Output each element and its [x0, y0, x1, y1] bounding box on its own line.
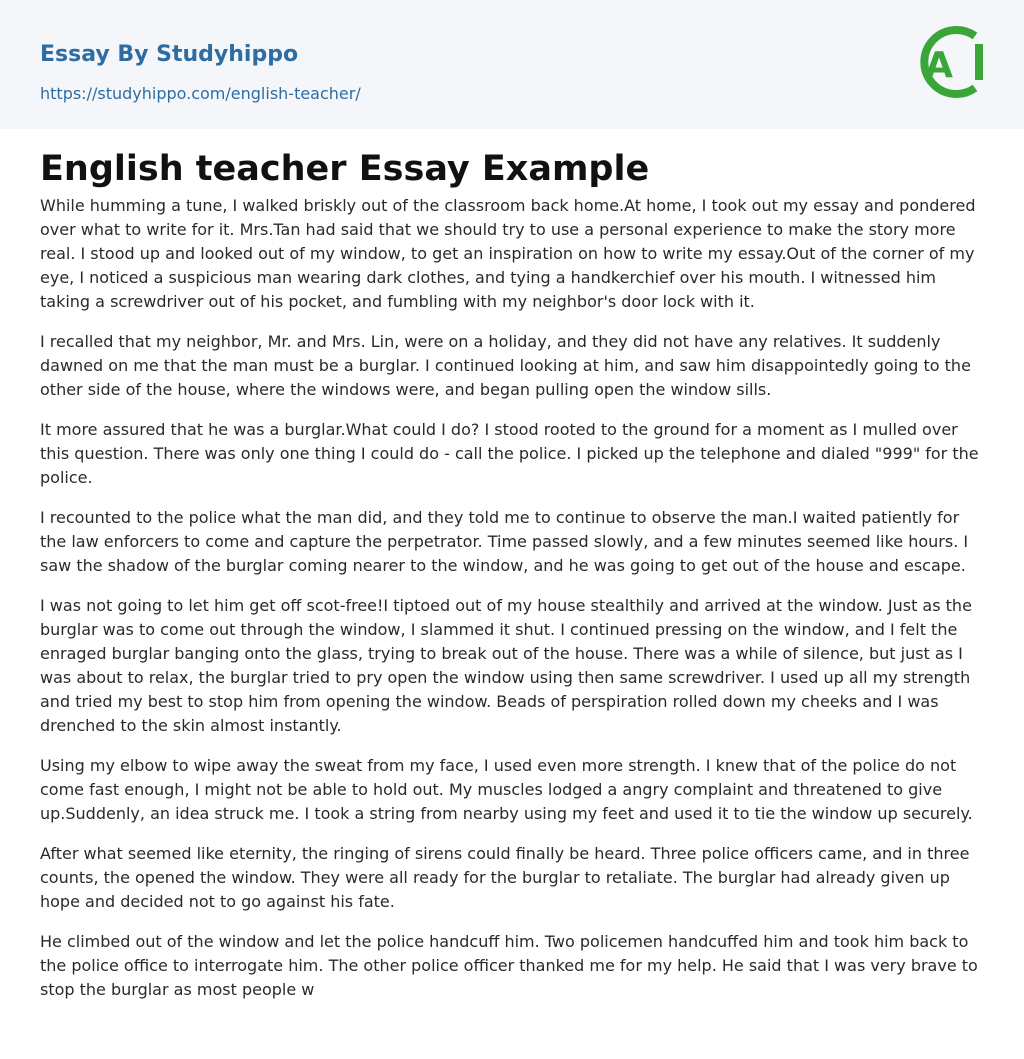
- studyhippo-logo-icon[interactable]: [913, 20, 985, 104]
- essay-paragraph: It more assured that he was a burglar.What could I do? I stood rooted to the ground for a moment as I mulled over this question. There was only one thing I could do - call the police. I picked up the telephone and dialed "999" for the police.: [40, 420, 979, 487]
- essay-paragraph: I recounted to the police what the man did, and they told me to continue to observe the man.I waited patiently for the law enforcers to come and capture the perpetrator. Time passed slowly, and a few minutes seemed like hours. I saw the shadow of the burglar coming nearer to the window, and he was going to get out of the house and escape.: [40, 508, 969, 575]
- page-url-link[interactable]: https://studyhippo.com/english-teacher/: [40, 84, 361, 103]
- essay-paragraph: After what seemed like eternity, the ringing of sirens could finally be heard. Three police officers came, and in three counts, the opened the window. They were all ready for the burglar to retaliate. The burglar had already given up hope and decided not to go against his fate.: [40, 844, 970, 911]
- brand-title[interactable]: Essay By Studyhippo: [40, 42, 299, 67]
- essay-paragraph: I was not going to let him get off scot-free!I tiptoed out of my house stealthily and arrived at the window. Just as the burglar was to come out through the window, I slammed it shut. I continued pressing on the window, and I felt the enraged burglar banging onto the glass, trying to break out of the house. There was a while of silence, but just as I was about to relax, the burglar tried to pry open the window using then same screwdriver. I used up all my strength and tried my best to stop him from opening the window. Beads of perspiration rolled down my cheeks and I was drenched to the skin almost instantly.: [40, 596, 972, 735]
- essay-paragraph: I recalled that my neighbor, Mr. and Mrs. Lin, were on a holiday, and they did not have any relatives. It suddenly dawned on me that the man must be a burglar. I continued looking at him, and saw him disappointedly going to the other side of the house, where the windows were, and began pulling open the window sills.: [40, 332, 971, 399]
- logo-letter: A: [925, 45, 953, 86]
- essay-paragraph: He climbed out of the window and let the police handcuff him. Two policemen handcuffed him and took him back to the police office to interrogate him. The other police officer thanked me for my help. He said that I was very brave to stop the burglar as most people w: [40, 932, 978, 999]
- essay-body: [40, 194, 990, 1018]
- essay-paragraph: While humming a tune, I walked briskly out of the classroom back home.At home, I took out my essay and pondered over what to write for it. Mrs.Tan had said that we should try to use a personal experience to make the story more real. I stood up and looked out of my window, to get an inspiration on how to write my essay.Out of the corner of my eye, I noticed a suspicious man wearing dark clothes, and tying a handkerchief over his mouth. I witnessed him taking a screwdriver out of his pocket, and fumbling with my neighbor's door lock with it.: [40, 196, 976, 311]
- essay-paragraph: Using my elbow to wipe away the sweat from my face, I used even more strength. I knew that of the police do not come fast enough, I might not be able to hold out. My muscles lodged a angry complaint and threatened to give up.Suddenly, an idea struck me. I took a string from nearby using my feet and used it to tie the window up securely.: [40, 756, 973, 823]
- page-title: English teacher Essay Example: [40, 149, 650, 189]
